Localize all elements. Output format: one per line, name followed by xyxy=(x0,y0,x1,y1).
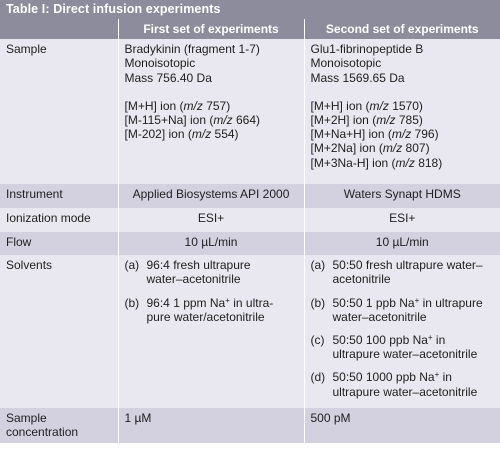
sample-second-ion-3: [M+Na+H] ion (m/z 796) xyxy=(310,127,439,142)
ionization-first: ESI+ xyxy=(118,208,304,232)
table-row-sample xyxy=(0,39,500,184)
table-row-concentration xyxy=(0,408,500,442)
instrument-second: Waters Synapt HDMS xyxy=(304,184,500,208)
sample-first-mass: Mass 756.40 Da xyxy=(124,70,212,85)
sample-first-mass-type: Monoisotopic xyxy=(124,56,196,71)
flow-second: 10 µL/min xyxy=(304,232,500,255)
sample-second-name: Glu1-fibrinopeptide B xyxy=(310,42,424,57)
sample-second-mass: Mass 1569.65 Da xyxy=(310,70,405,85)
table-row-instrument xyxy=(0,184,500,208)
sample-second-ion-2: [M+2H] ion (m/z 785) xyxy=(310,113,423,128)
sample-first-cell xyxy=(118,39,304,184)
concentration-first: 1 µM xyxy=(118,408,304,442)
sample-first-name: Bradykinin (fragment 1-7) xyxy=(124,42,260,57)
row-label-flow: Flow xyxy=(0,232,118,255)
table-row-flow xyxy=(0,232,500,255)
sample-second-ion-4: [M+2Na] ion (m/z 807) xyxy=(310,141,430,156)
solvent-second-b: (b) 50:50 1 ppb Na+ in ultrapure water–acetonitrile xyxy=(310,295,483,324)
instrument-first: Applied Biosystems API 2000 xyxy=(118,184,304,208)
row-label-concentration: Sample concentration xyxy=(0,408,118,442)
solvent-second-c: (c) 50:50 100 ppb Na+ in ultrapure water–acetonitrile xyxy=(310,333,478,362)
row-label-instrument: Instrument xyxy=(0,184,118,208)
header-first-set: First set of experiments xyxy=(118,19,304,39)
table-row-ionization xyxy=(0,208,500,232)
ionization-second: ESI+ xyxy=(304,208,500,232)
row-label-solvents: Solvents xyxy=(0,255,118,408)
table-row-solvents xyxy=(0,255,500,408)
sample-first-ion-1: [M+H] ion (m/z 757) xyxy=(124,98,231,113)
sample-second-mass-type: Monoisotopic xyxy=(310,56,382,71)
sample-second-ion-5: [M+3Na-H] ion (m/z 818) xyxy=(310,155,443,170)
row-label-ionization: Ionization mode xyxy=(0,208,118,232)
solvent-first-a: (a) 96:4 fresh ultrapure water–acetonitrile xyxy=(124,258,251,287)
solvent-second-d: (d) 50:50 1000 ppb Na+ in ultrapure water–acetonitrile xyxy=(310,370,478,399)
sample-first-ion-2: [M-115+Na] ion (m/z 664) xyxy=(124,113,261,128)
flow-first: 10 µL/min xyxy=(118,232,304,255)
table-header-row xyxy=(0,19,500,39)
concentration-second: 500 pM xyxy=(304,408,500,442)
header-second-set: Second set of experiments xyxy=(304,19,500,39)
header-blank xyxy=(0,19,118,39)
sample-second-ion-1: [M+H] ion (m/z 1570) xyxy=(310,98,423,113)
solvents-second-cell xyxy=(304,255,500,408)
sample-first-ion-3: [M-202] ion (m/z 554) xyxy=(124,127,239,142)
table-title: Table I: Direct infusion experiments xyxy=(0,0,500,19)
experiments-table xyxy=(0,19,500,443)
solvents-first-cell xyxy=(118,255,304,408)
solvent-second-a: (a) 50:50 fresh ultrapure water– acetonitrile xyxy=(310,258,483,287)
solvent-first-b: (b) 96:4 1 ppm Na+ in ultra- pure water/acetonitrile xyxy=(124,295,274,324)
sample-second-cell xyxy=(304,39,500,184)
row-label-sample: Sample xyxy=(0,39,118,184)
